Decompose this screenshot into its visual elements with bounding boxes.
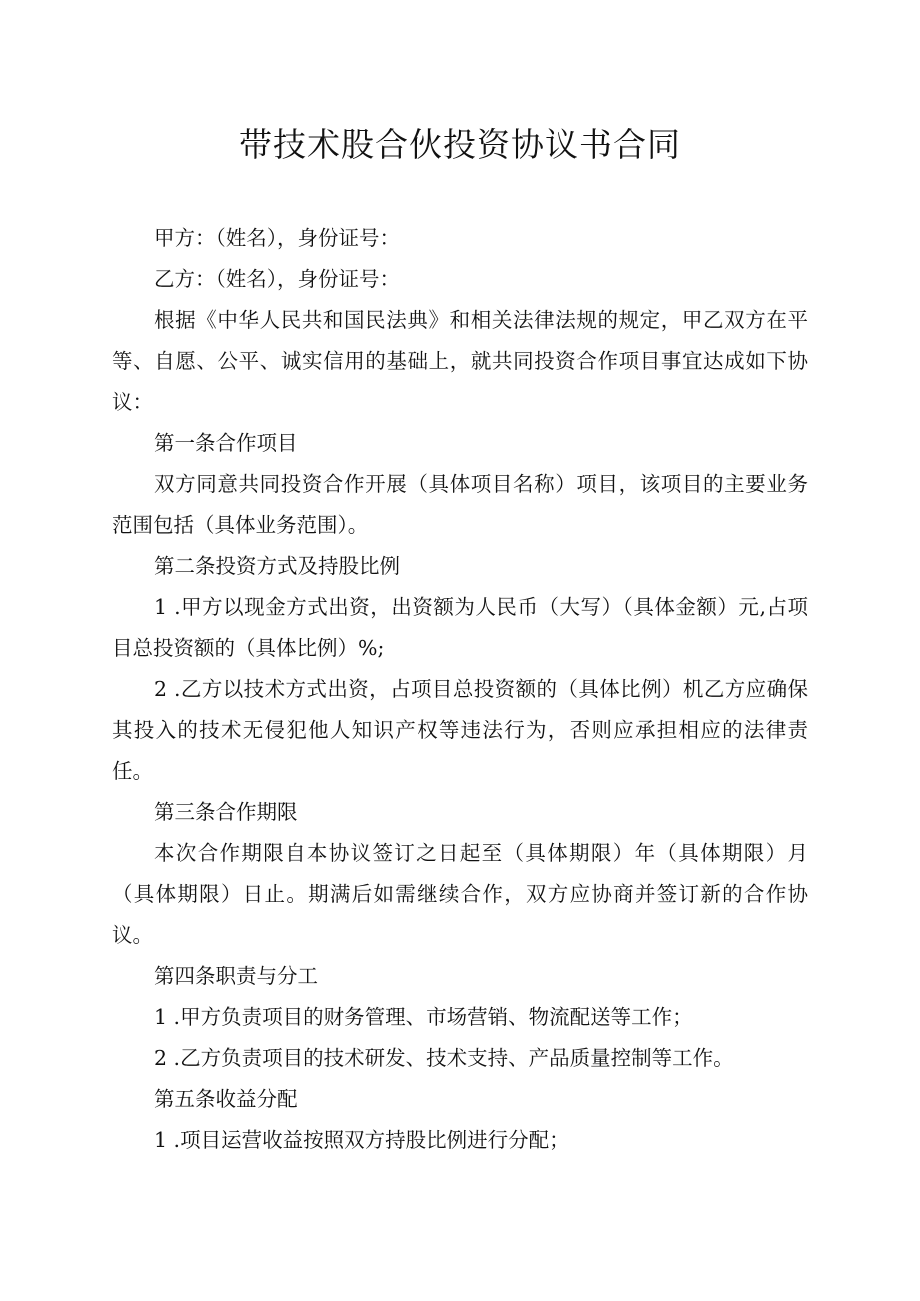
article-1-heading: 第一条合作项目 [154, 431, 298, 455]
article-1-text: 双方同意共同投资合作开展（具体项目名称）项目，该项目的主要业务范围包括（具体业务范围）。 [112, 472, 808, 537]
article-2-item-2: 2 .乙方以技术方式出资，占项目总投资额的（具体比例）机乙方应确保其投入的技术无侵犯他人知识产权等违法行为，否则应承担相应的法律责任。 [112, 677, 808, 783]
party-a-line: 甲方：（姓名），身份证号： [154, 226, 400, 250]
article-5-heading: 第五条收益分配 [154, 1087, 298, 1111]
article-4-item-1: 1 .甲方负责项目的财务管理、市场营销、物流配送等工作； [154, 1005, 693, 1029]
article-2-heading: 第二条投资方式及持股比例 [154, 554, 400, 578]
document-body [112, 218, 808, 1161]
article-3-text: 本次合作期限自本协议签订之日起至（具体期限）年（具体期限）月（具体期限）日止。期满后如需继续合作，双方应协商并签订新的合作协议。 [112, 841, 808, 947]
article-3-heading: 第三条合作期限 [154, 800, 298, 824]
article-4-heading: 第四条职责与分工 [154, 964, 318, 988]
preamble-paragraph: 根据《中华人民共和国民法典》和相关法律法规的规定，甲乙双方在平等、自愿、公平、诚实信用的基础上，就共同投资合作项目事宜达成如下协议： [112, 308, 808, 414]
article-5-item-1: 1 .项目运营收益按照双方持股比例进行分配； [154, 1128, 570, 1152]
party-b-line: 乙方：（姓名），身份证号： [154, 267, 400, 291]
document-title: 带技术股合伙投资协议书合同 [239, 125, 681, 164]
article-4-item-2: 2 .乙方负责项目的技术研发、技术支持、产品质量控制等工作。 [154, 1046, 734, 1070]
article-2-item-1: 1 .甲方以现金方式出资，出资额为人民币（大写）（具体金额）元,占项目总投资额的（具体比例）%; [112, 595, 808, 660]
